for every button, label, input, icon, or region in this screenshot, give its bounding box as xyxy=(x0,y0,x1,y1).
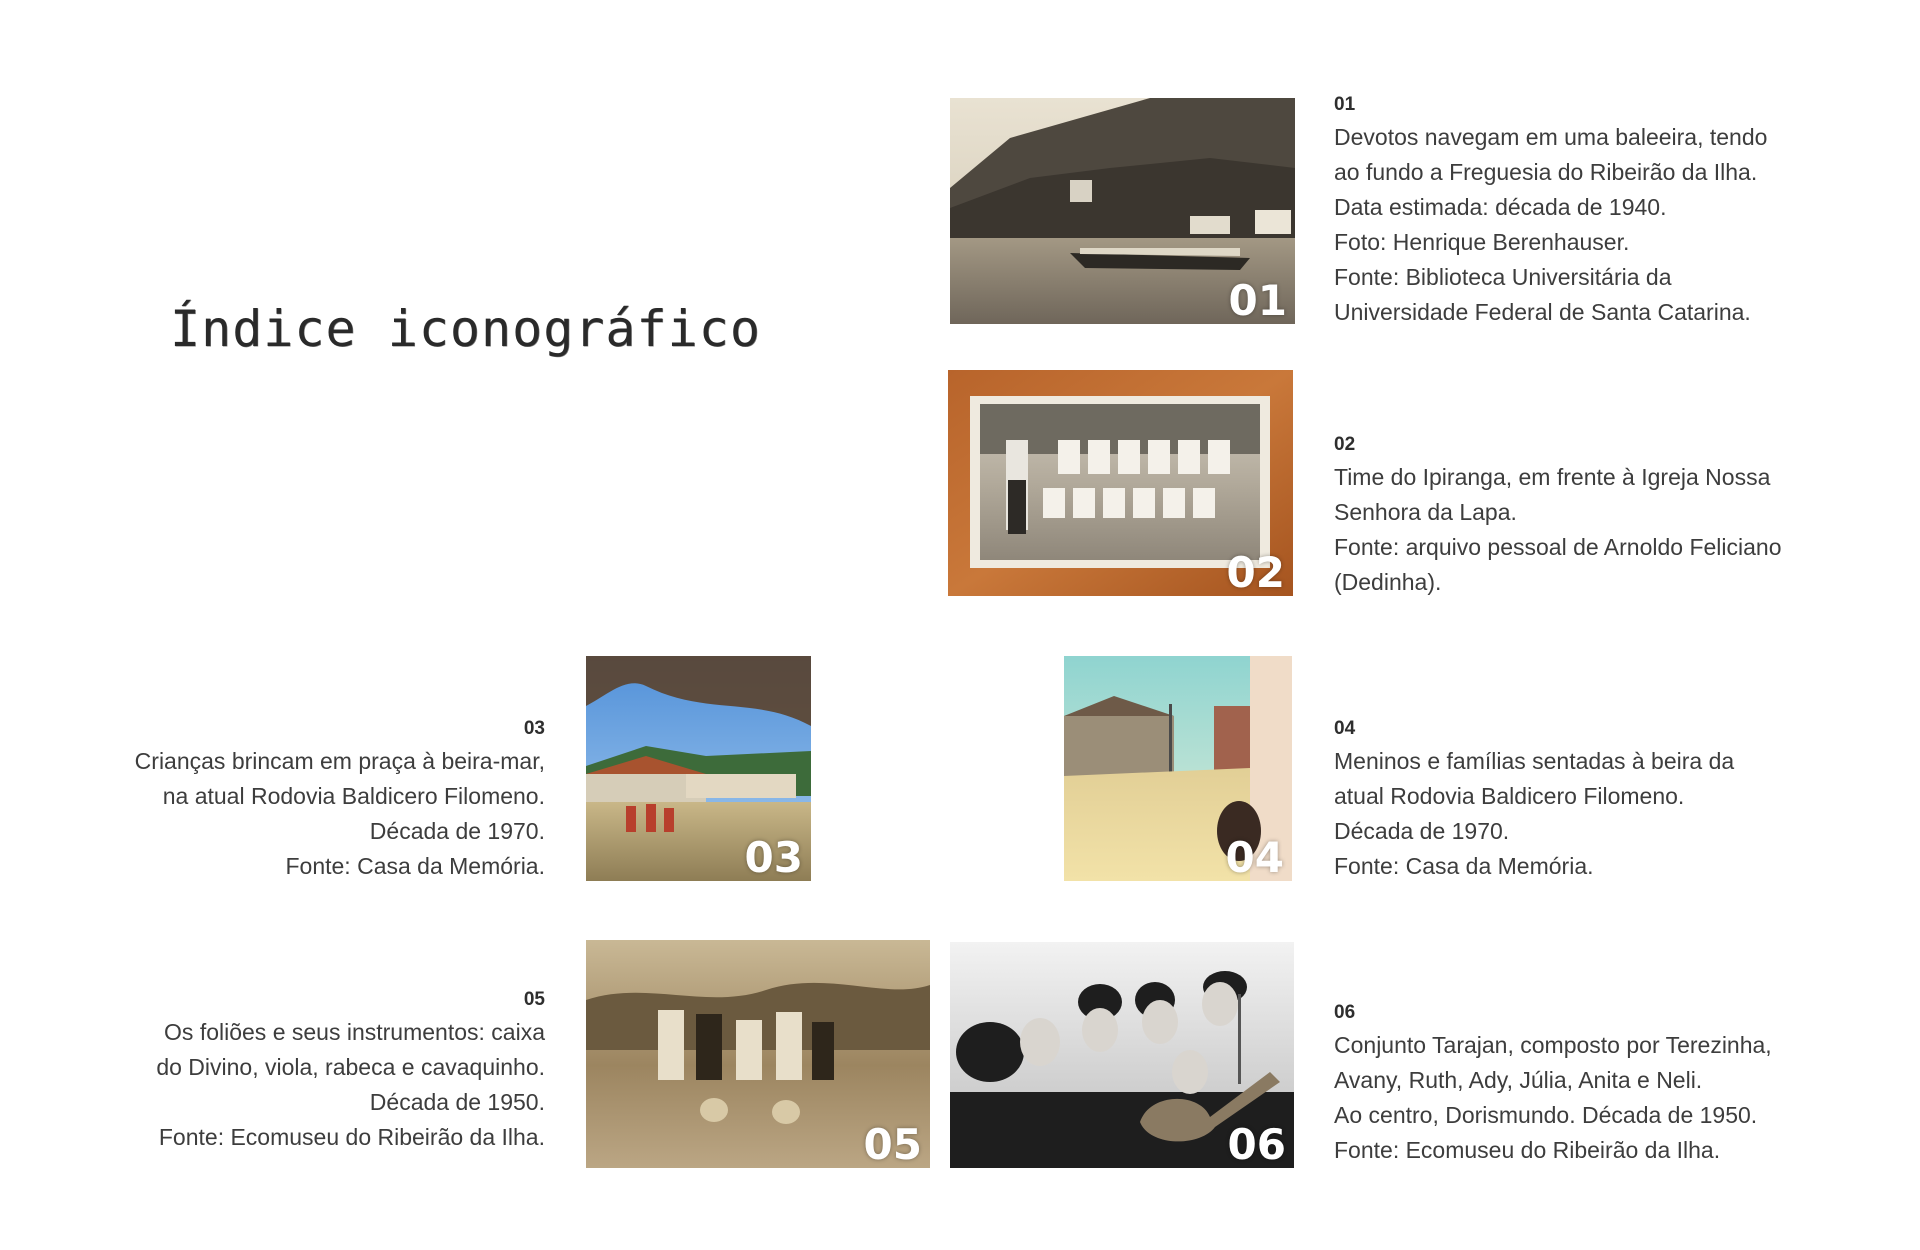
caption-line: Conjunto Tarajan, composto por Terezinha, xyxy=(1334,1032,1772,1058)
photo-number-badge: 02 xyxy=(1226,548,1285,596)
caption-line: atual Rodovia Baldicero Filomeno. xyxy=(1334,783,1685,809)
caption-02 xyxy=(1334,430,1794,600)
caption-line: Foto: Henrique Berenhauser. xyxy=(1334,229,1630,255)
photo-number-badge: 04 xyxy=(1225,833,1284,881)
caption-line: Data estimada: década de 1940. xyxy=(1334,194,1667,220)
caption-number: 03 xyxy=(523,718,545,739)
caption-number: 06 xyxy=(1334,1002,1356,1023)
caption-line: Fonte: Ecomuseu do Ribeirão da Ilha. xyxy=(1334,1137,1721,1163)
caption-line: Avany, Ruth, Ady, Júlia, Anita e Neli. xyxy=(1334,1067,1703,1093)
caption-number: 04 xyxy=(1334,718,1356,739)
photo-04 xyxy=(1064,656,1292,881)
caption-line: do Divino, viola, rabeca e cavaquinho. xyxy=(156,1054,545,1080)
caption-line: Fonte: Ecomuseu do Ribeirão da Ilha. xyxy=(158,1124,545,1150)
caption-line: Os foliões e seus instrumentos: caixa xyxy=(164,1019,545,1045)
caption-line: Fonte: Casa da Memória. xyxy=(1334,853,1594,879)
photo-number-badge: 05 xyxy=(863,1120,922,1168)
photo-number-badge: 03 xyxy=(744,833,803,881)
caption-line: Crianças brincam em praça à beira-mar, xyxy=(134,748,545,774)
caption-line: Década de 1970. xyxy=(369,818,545,844)
caption-line: Devotos navegam em uma baleeira, tendo xyxy=(1334,124,1768,150)
caption-line: Década de 1970. xyxy=(1334,818,1510,844)
caption-03 xyxy=(85,714,545,884)
caption-line: Senhora da Lapa. xyxy=(1334,499,1517,525)
page-title: Índice iconográfico xyxy=(170,300,761,358)
caption-line: Década de 1950. xyxy=(369,1089,545,1115)
caption-01 xyxy=(1334,90,1794,330)
caption-line: Ao centro, Dorismundo. Década de 1950. xyxy=(1334,1102,1758,1128)
caption-line: na atual Rodovia Baldicero Filomeno. xyxy=(162,783,545,809)
caption-number: 02 xyxy=(1334,434,1356,455)
caption-number: 01 xyxy=(1334,94,1356,115)
caption-line: Fonte: Casa da Memória. xyxy=(285,853,545,879)
caption-04 xyxy=(1334,714,1794,884)
photo-number-badge: 01 xyxy=(1228,276,1287,324)
caption-line: Time do Ipiranga, em frente à Igreja Nossa xyxy=(1334,464,1771,490)
caption-06 xyxy=(1334,998,1794,1168)
photo-06 xyxy=(950,942,1294,1168)
caption-line: ao fundo a Freguesia do Ribeirão da Ilha. xyxy=(1334,159,1758,185)
photo-number-badge: 06 xyxy=(1227,1120,1286,1168)
caption-line: Fonte: Biblioteca Universitária da xyxy=(1334,264,1672,290)
photo-03 xyxy=(586,656,811,881)
caption-05 xyxy=(85,985,545,1155)
caption-number: 05 xyxy=(523,989,545,1010)
photo-02 xyxy=(948,370,1293,596)
caption-line: Universidade Federal de Santa Catarina. xyxy=(1334,299,1751,325)
caption-line: Fonte: arquivo pessoal de Arnoldo Feliciano xyxy=(1334,534,1782,560)
photo-05 xyxy=(586,940,930,1168)
caption-line: Meninos e famílias sentadas à beira da xyxy=(1334,748,1735,774)
caption-line: (Dedinha). xyxy=(1334,569,1442,595)
photo-01 xyxy=(950,98,1295,324)
